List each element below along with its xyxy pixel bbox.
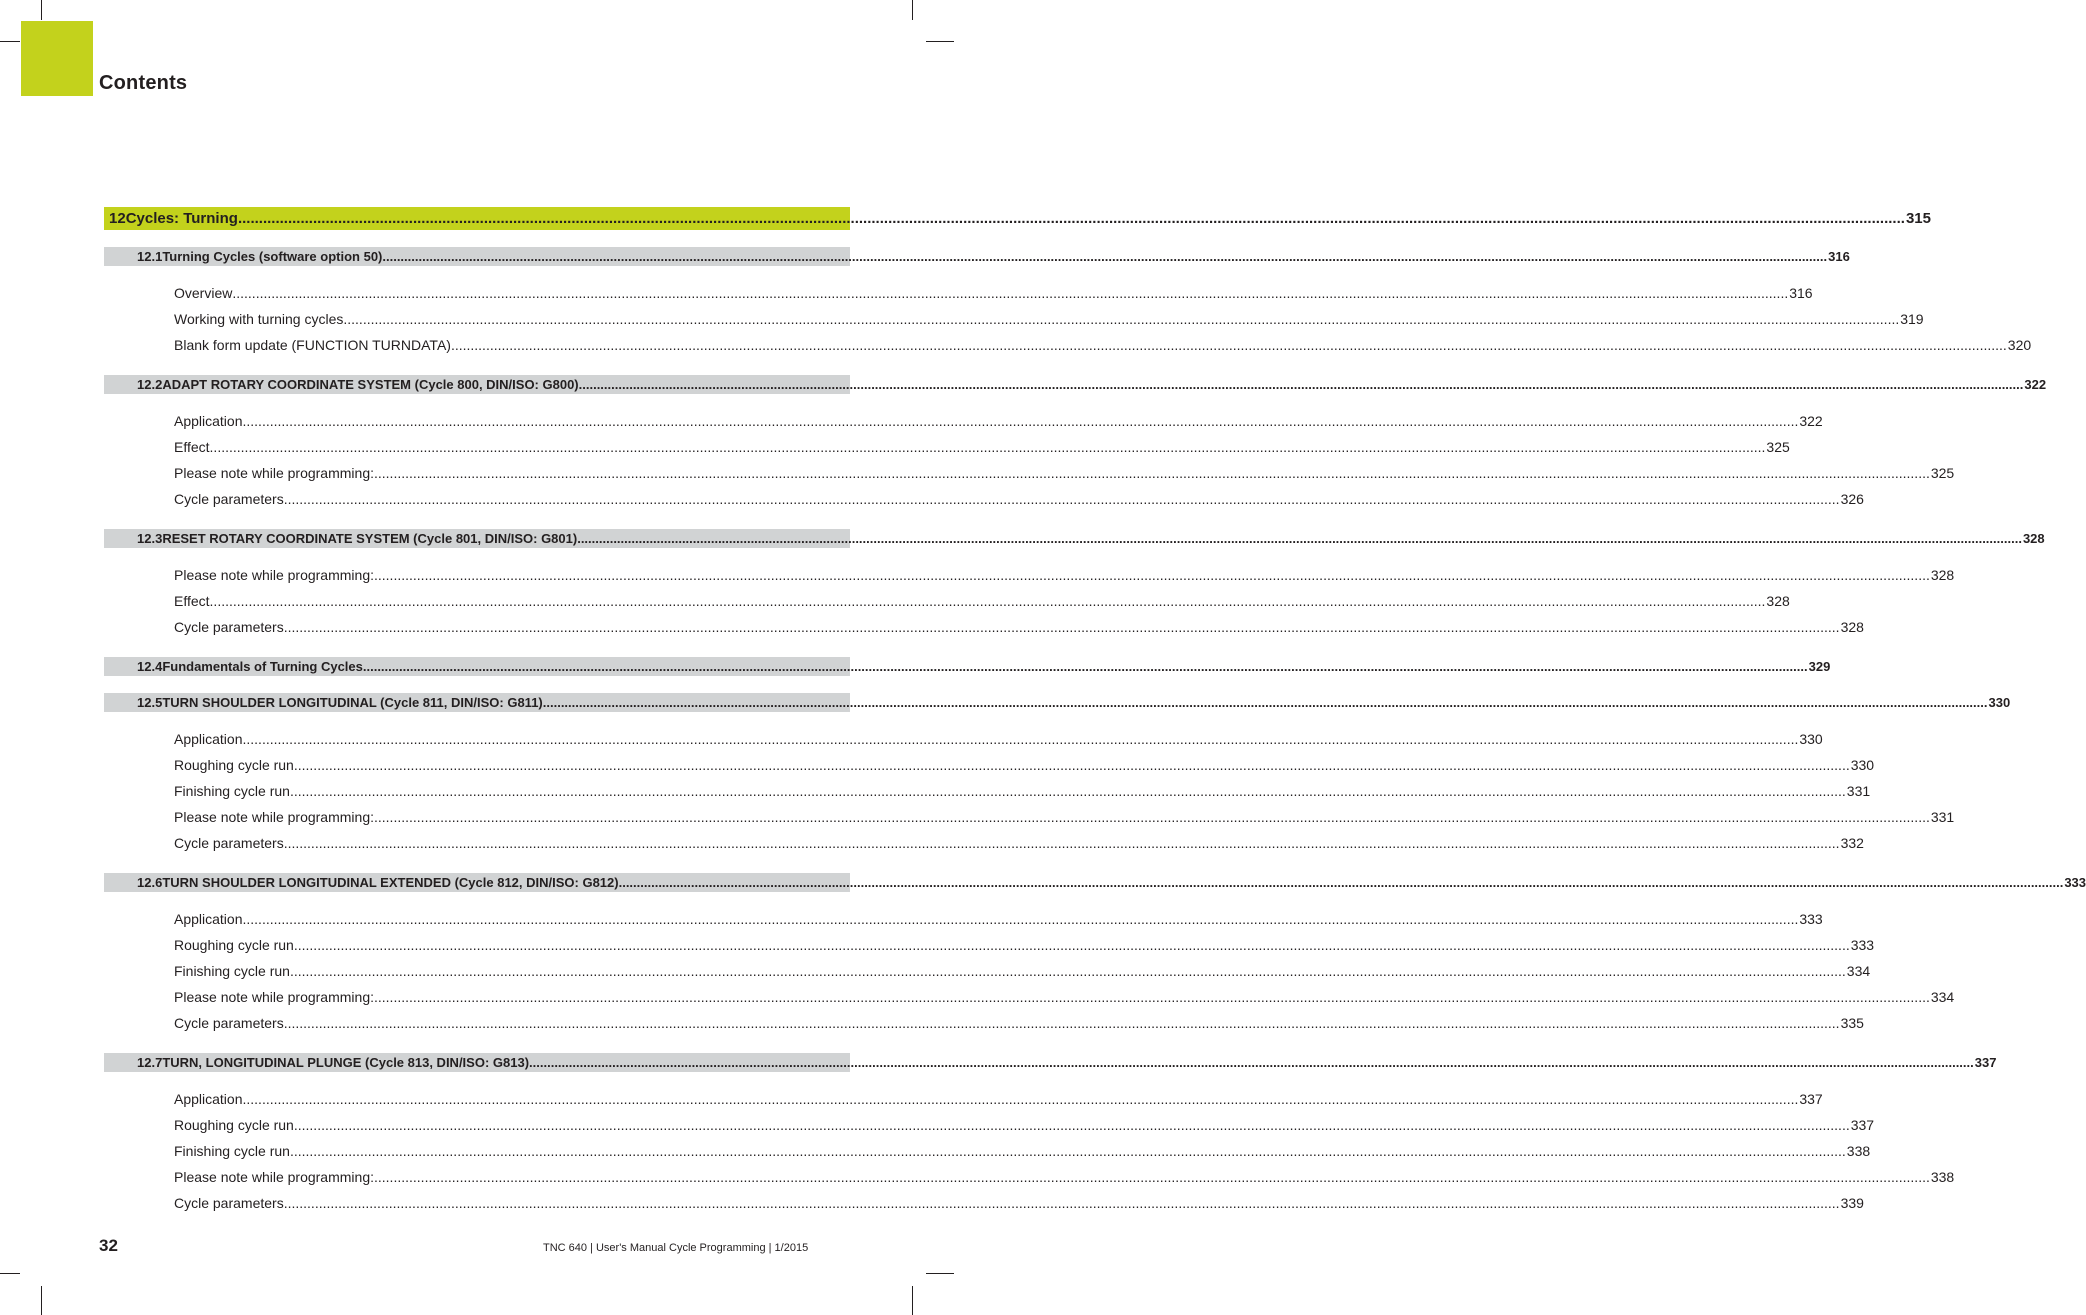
row-text bbox=[174, 963, 1870, 979]
toc-entry[interactable] bbox=[104, 562, 1955, 588]
dot-leader: ................................................................................................................................................................................................................................................................................................................................................................................................................ bbox=[209, 439, 1766, 455]
dot-leader: ................................................................................................................................................................................................................................................................................................................................................................................................................ bbox=[374, 1169, 1930, 1185]
chapter-number: 12 bbox=[109, 210, 126, 227]
entry-title: Roughing cycle run bbox=[174, 937, 294, 953]
entry-title: Cycle parameters bbox=[174, 835, 284, 851]
row-text bbox=[174, 1015, 1864, 1031]
entry-page: 338 bbox=[1846, 1143, 1871, 1159]
row-text bbox=[174, 1143, 1870, 1159]
toc-entry[interactable] bbox=[104, 726, 1823, 752]
entry-title: Overview bbox=[174, 285, 233, 301]
dot-leader: ................................................................................................................................................................................................................................................................................................................................................................................................................ bbox=[289, 963, 1846, 979]
section-title: TURN, LONGITUDINAL PLUNGE (Cycle 813, DIN/ISO: G813) bbox=[162, 1055, 530, 1070]
spacer bbox=[104, 856, 850, 873]
dot-leader: ................................................................................................................................................................................................................................................................................................................................................................................................................ bbox=[374, 567, 1930, 583]
dot-leader: ................................................................................................................................................................................................................................................................................................................................................................................................................ bbox=[374, 465, 1930, 481]
toc-entry[interactable] bbox=[104, 1190, 1864, 1216]
row-text bbox=[174, 1117, 1874, 1133]
dot-leader: ................................................................................................................................................................................................................................................................................................................................................................................................................ bbox=[382, 249, 1828, 264]
row-text bbox=[174, 731, 1823, 747]
entry-page: 334 bbox=[1930, 989, 1955, 1005]
entry-title: Roughing cycle run bbox=[174, 757, 294, 773]
row-text bbox=[174, 593, 1790, 609]
section-heading[interactable] bbox=[104, 873, 2086, 892]
dot-leader: ................................................................................................................................................................................................................................................................................................................................................................................................................ bbox=[577, 531, 2022, 546]
spacer bbox=[104, 1036, 850, 1053]
toc-entry[interactable] bbox=[104, 306, 1924, 332]
row-text bbox=[162, 1055, 1996, 1070]
toc-entry[interactable] bbox=[104, 1138, 1871, 1164]
row-text bbox=[174, 757, 1874, 773]
footer-text: TNC 640 | User's Manual Cycle Programming | 1/2015 bbox=[543, 1242, 809, 1254]
dot-leader: ................................................................................................................................................................................................................................................................................................................................................................................................................ bbox=[618, 875, 2064, 890]
dot-leader: ................................................................................................................................................................................................................................................................................................................................................................................................................ bbox=[450, 337, 2007, 353]
entry-title: Application bbox=[174, 911, 243, 927]
entry-page: 337 bbox=[1850, 1117, 1875, 1133]
row-text bbox=[174, 567, 1954, 583]
row-text bbox=[174, 491, 1864, 507]
entry-page: 328 bbox=[1840, 619, 1864, 635]
toc-entry[interactable] bbox=[104, 1112, 1875, 1138]
dot-leader: ................................................................................................................................................................................................................................................................................................................................................................................................................ bbox=[283, 619, 1840, 635]
entry-page: 337 bbox=[1799, 1091, 1823, 1107]
section-number: 12.6 bbox=[137, 875, 163, 890]
entry-page: 326 bbox=[1840, 491, 1864, 507]
entry-page: 331 bbox=[1930, 809, 1955, 825]
section-number: 12.3 bbox=[137, 531, 163, 546]
crop-mark bbox=[926, 41, 954, 42]
section-heading[interactable] bbox=[104, 693, 2011, 712]
dot-leader: ................................................................................................................................................................................................................................................................................................................................................................................................................ bbox=[343, 311, 1900, 327]
toc-entry[interactable] bbox=[104, 434, 1790, 460]
entry-title: Finishing cycle run bbox=[174, 1143, 290, 1159]
section-title: ADAPT ROTARY COORDINATE SYSTEM (Cycle 800, DIN/ISO: G800) bbox=[162, 377, 579, 392]
dot-leader: ................................................................................................................................................................................................................................................................................................................................................................................................................ bbox=[374, 989, 1930, 1005]
entry-page: 316 bbox=[1789, 285, 1813, 301]
crop-mark bbox=[41, 1286, 42, 1315]
dot-leader: ................................................................................................................................................................................................................................................................................................................................................................................................................ bbox=[542, 695, 1988, 710]
row-text bbox=[174, 1169, 1954, 1185]
section-number: 12.2 bbox=[137, 377, 163, 392]
toc-entry[interactable] bbox=[104, 1010, 1864, 1036]
page-title: Contents bbox=[99, 72, 188, 94]
row-text bbox=[174, 465, 1954, 481]
crop-mark bbox=[912, 1286, 913, 1315]
entry-page: 334 bbox=[1846, 963, 1871, 979]
entry-page: 325 bbox=[1930, 465, 1955, 481]
row-text bbox=[162, 659, 1830, 674]
spacer bbox=[104, 712, 850, 726]
chapter-heading[interactable] bbox=[104, 207, 1931, 230]
dot-leader: ................................................................................................................................................................................................................................................................................................................................................................................................................ bbox=[293, 757, 1850, 773]
entry-title: Cycle parameters bbox=[174, 619, 284, 635]
toc-entry[interactable] bbox=[104, 1164, 1955, 1190]
toc-entry[interactable] bbox=[104, 830, 1864, 856]
spacer bbox=[104, 1072, 850, 1086]
toc-entry[interactable] bbox=[104, 280, 1813, 306]
dot-leader: ................................................................................................................................................................................................................................................................................................................................................................................................................ bbox=[578, 377, 2024, 392]
entry-page: 333 bbox=[1799, 911, 1823, 927]
dot-leader: ................................................................................................................................................................................................................................................................................................................................................................................................................ bbox=[283, 835, 1840, 851]
dot-leader: ................................................................................................................................................................................................................................................................................................................................................................................................................ bbox=[283, 491, 1840, 507]
dot-leader: ................................................................................................................................................................................................................................................................................................................................................................................................................ bbox=[362, 659, 1808, 674]
section-heading[interactable] bbox=[104, 1053, 1997, 1072]
toc-entry[interactable] bbox=[104, 932, 1875, 958]
entry-title: Please note while programming: bbox=[174, 809, 374, 825]
section-page: 337 bbox=[1974, 1055, 1997, 1070]
toc-entry[interactable] bbox=[104, 588, 1790, 614]
dot-leader: ................................................................................................................................................................................................................................................................................................................................................................................................................ bbox=[242, 911, 1799, 927]
toc-entry[interactable] bbox=[104, 1086, 1823, 1112]
row-text bbox=[174, 989, 1954, 1005]
section-number: 12.4 bbox=[137, 659, 163, 674]
spacer bbox=[104, 512, 850, 529]
dot-leader: ................................................................................................................................................................................................................................................................................................................................................................................................................ bbox=[237, 210, 1905, 227]
row-text bbox=[162, 695, 2010, 710]
crop-mark bbox=[0, 41, 20, 42]
section-heading[interactable] bbox=[104, 375, 2047, 394]
spacer bbox=[104, 394, 850, 408]
table-of-contents bbox=[104, 207, 2086, 1216]
section-heading[interactable] bbox=[104, 247, 1850, 266]
section-title: Turning Cycles (software option 50) bbox=[162, 249, 383, 264]
entry-title: Application bbox=[174, 1091, 243, 1107]
page-number: 32 bbox=[99, 1236, 118, 1255]
section-page: 333 bbox=[2064, 875, 2086, 890]
entry-page: 320 bbox=[2007, 337, 2032, 353]
entry-page: 328 bbox=[1766, 593, 1790, 609]
crop-mark bbox=[41, 0, 42, 20]
dot-leader: ................................................................................................................................................................................................................................................................................................................................................................................................................ bbox=[289, 1143, 1846, 1159]
section-number: 12.7 bbox=[137, 1055, 163, 1070]
dot-leader: ................................................................................................................................................................................................................................................................................................................................................................................................................ bbox=[283, 1195, 1840, 1211]
row-text bbox=[174, 911, 1823, 927]
row-text bbox=[174, 783, 1870, 799]
section-title: RESET ROTARY COORDINATE SYSTEM (Cycle 801, DIN/ISO: G801) bbox=[162, 531, 578, 546]
entry-title: Working with turning cycles bbox=[174, 311, 344, 327]
section-page: 316 bbox=[1828, 249, 1850, 264]
row-text bbox=[174, 285, 1813, 301]
row-text bbox=[174, 809, 1954, 825]
toc-entry[interactable] bbox=[104, 906, 1823, 932]
section-title: Fundamentals of Turning Cycles bbox=[162, 659, 363, 674]
dot-leader: ................................................................................................................................................................................................................................................................................................................................................................................................................ bbox=[293, 937, 1850, 953]
toc-entry[interactable] bbox=[104, 408, 1823, 434]
section-title: TURN SHOULDER LONGITUDINAL (Cycle 811, DIN/ISO: G811) bbox=[162, 695, 543, 710]
entry-page: 335 bbox=[1840, 1015, 1864, 1031]
entry-page: 322 bbox=[1799, 413, 1823, 429]
section-number: 12.1 bbox=[137, 249, 163, 264]
toc-entry[interactable] bbox=[104, 486, 1864, 512]
section-title: TURN SHOULDER LONGITUDINAL EXTENDED (Cycle 812, DIN/ISO: G812) bbox=[162, 875, 619, 890]
row-text bbox=[174, 337, 2031, 353]
entry-page: 328 bbox=[1930, 567, 1955, 583]
entry-page: 319 bbox=[1900, 311, 1924, 327]
section-page: 322 bbox=[2024, 377, 2047, 392]
entry-page: 338 bbox=[1930, 1169, 1955, 1185]
toc-entry[interactable] bbox=[104, 752, 1875, 778]
dot-leader: ................................................................................................................................................................................................................................................................................................................................................................................................................ bbox=[242, 731, 1799, 747]
entry-title: Finishing cycle run bbox=[174, 963, 290, 979]
toc-entry[interactable] bbox=[104, 332, 2032, 358]
chapter-color-tab bbox=[21, 21, 93, 96]
section-heading[interactable] bbox=[104, 657, 1831, 676]
toc-entry[interactable] bbox=[104, 984, 1955, 1010]
toc-entry[interactable] bbox=[104, 778, 1871, 804]
entry-title: Please note while programming: bbox=[174, 567, 374, 583]
entry-title: Cycle parameters bbox=[174, 491, 284, 507]
dot-leader: ................................................................................................................................................................................................................................................................................................................................................................................................................ bbox=[242, 1091, 1799, 1107]
row-text bbox=[174, 413, 1823, 429]
section-number: 12.5 bbox=[137, 695, 163, 710]
dot-leader: ................................................................................................................................................................................................................................................................................................................................................................................................................ bbox=[242, 413, 1799, 429]
crop-mark bbox=[0, 1273, 20, 1274]
toc-entry[interactable] bbox=[104, 804, 1955, 830]
spacer bbox=[104, 892, 850, 906]
dot-leader: ................................................................................................................................................................................................................................................................................................................................................................................................................ bbox=[529, 1055, 1974, 1070]
chapter-page: 315 bbox=[1905, 210, 1931, 227]
entry-title: Please note while programming: bbox=[174, 989, 374, 1005]
entry-page: 333 bbox=[1850, 937, 1875, 953]
dot-leader: ................................................................................................................................................................................................................................................................................................................................................................................................................ bbox=[209, 593, 1766, 609]
dot-leader: ................................................................................................................................................................................................................................................................................................................................................................................................................ bbox=[293, 1117, 1850, 1133]
entry-page: 332 bbox=[1840, 835, 1864, 851]
entry-title: Roughing cycle run bbox=[174, 1117, 294, 1133]
spacer bbox=[104, 230, 850, 247]
row-text bbox=[174, 311, 1924, 327]
entry-title: Effect bbox=[174, 593, 210, 609]
entry-page: 330 bbox=[1850, 757, 1875, 773]
entry-page: 325 bbox=[1766, 439, 1790, 455]
entry-title: Application bbox=[174, 413, 243, 429]
dot-leader: ................................................................................................................................................................................................................................................................................................................................................................................................................ bbox=[374, 809, 1930, 825]
row-text bbox=[174, 1195, 1864, 1211]
entry-page: 331 bbox=[1846, 783, 1871, 799]
chapter-title: Cycles: Turning bbox=[125, 210, 238, 227]
dot-leader: ................................................................................................................................................................................................................................................................................................................................................................................................................ bbox=[289, 783, 1846, 799]
toc-entry[interactable] bbox=[104, 460, 1955, 486]
spacer bbox=[104, 266, 850, 280]
row-text bbox=[162, 249, 1850, 264]
row-text bbox=[174, 619, 1864, 635]
entry-title: Finishing cycle run bbox=[174, 783, 290, 799]
section-heading[interactable] bbox=[104, 529, 2045, 548]
crop-mark bbox=[912, 0, 913, 20]
entry-title: Please note while programming: bbox=[174, 465, 374, 481]
entry-title: Cycle parameters bbox=[174, 1015, 284, 1031]
row-text bbox=[174, 1091, 1823, 1107]
entry-title: Please note while programming: bbox=[174, 1169, 374, 1185]
row-text bbox=[174, 937, 1874, 953]
entry-page: 330 bbox=[1799, 731, 1823, 747]
spacer bbox=[104, 640, 850, 657]
entry-title: Blank form update (FUNCTION TURNDATA) bbox=[174, 337, 451, 353]
row-text bbox=[162, 377, 2046, 392]
section-page: 328 bbox=[2022, 531, 2045, 546]
entry-title: Effect bbox=[174, 439, 210, 455]
entry-title: Cycle parameters bbox=[174, 1195, 284, 1211]
row-text bbox=[162, 875, 2086, 890]
entry-page: 339 bbox=[1840, 1195, 1864, 1211]
spacer bbox=[104, 548, 850, 562]
section-page: 330 bbox=[1988, 695, 2011, 710]
row-text bbox=[174, 439, 1790, 455]
crop-mark bbox=[926, 1273, 954, 1274]
spacer bbox=[104, 358, 850, 375]
row-text bbox=[162, 531, 2044, 546]
dot-leader: ................................................................................................................................................................................................................................................................................................................................................................................................................ bbox=[232, 285, 1789, 301]
spacer bbox=[104, 676, 850, 693]
section-list bbox=[104, 230, 2086, 1216]
section-page: 329 bbox=[1808, 659, 1831, 674]
row-text bbox=[174, 835, 1864, 851]
entry-title: Application bbox=[174, 731, 243, 747]
toc-entry[interactable] bbox=[104, 958, 1871, 984]
dot-leader: ................................................................................................................................................................................................................................................................................................................................................................................................................ bbox=[283, 1015, 1840, 1031]
toc-entry[interactable] bbox=[104, 614, 1864, 640]
